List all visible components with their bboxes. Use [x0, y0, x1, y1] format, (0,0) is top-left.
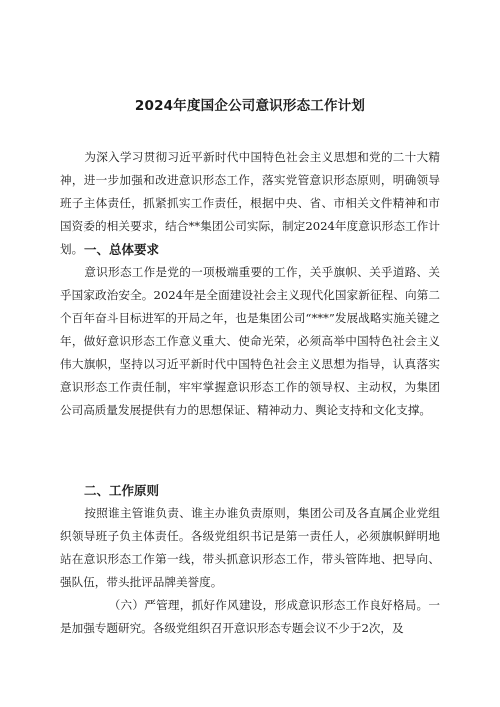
- section-heading-work-principles: 二、工作原则: [84, 483, 160, 498]
- intro-paragraph: 为深入学习贯彻习近平新时代中国特色社会主义思想和党的二十大精神，进一步加强和改进意识形态工作，落实党管意识形态原则，明确领导班子主体责任，抓紧抓实工作责任，根据中央、省、市相关文件精神和市国资委的相关要求，结合**集团公司实际，制定2024年度意识形态工作计划。: [60, 150, 440, 256]
- management-paragraph: （六）严管理，抓好作风建设，形成意识形态工作良好格局。一是加强专题研究。各级党组织召开意识形态专题会议不少于2次，及: [60, 598, 440, 635]
- work-principles-paragraph: 按照谁主管谁负责、谁主办谁负责原则，集团公司及各直属企业党组织领导班子负主体责任。各级党组织书记是第一责任人，必须旗帜鲜明地站在意识形态工作第一线，带头抓意识形态工作，带头管阵地、把导向、强队伍，带头批评品牌美誉度。: [60, 506, 440, 589]
- general-requirements-paragraph: 意识形态工作是党的一项极端重要的工作，关乎旗帜、关乎道路、关乎国家政治安全。2024年是全面建设社会主义现代化国家新征程、向第二个百年奋斗目标进军的开局之年，也是集团公司“***”发展战略实施关键之年，做好意识形态工作意义重大、使命光荣，必须高举中国特色社会主义伟大旗帜，坚持以习近平新时代中国特色社会主义思想为指导，认真落实意识形态工作责任制，牢牢掌握意识形态工作的领导权、主动权，为集团公司高质量发展提供有力的思想保证、精神动力、舆论支持和文化支撑。: [60, 265, 440, 417]
- section-heading-general-requirements: 一、总体要求: [84, 242, 160, 257]
- document-title: 2024年度国企公司意识形态工作计划: [134, 98, 366, 114]
